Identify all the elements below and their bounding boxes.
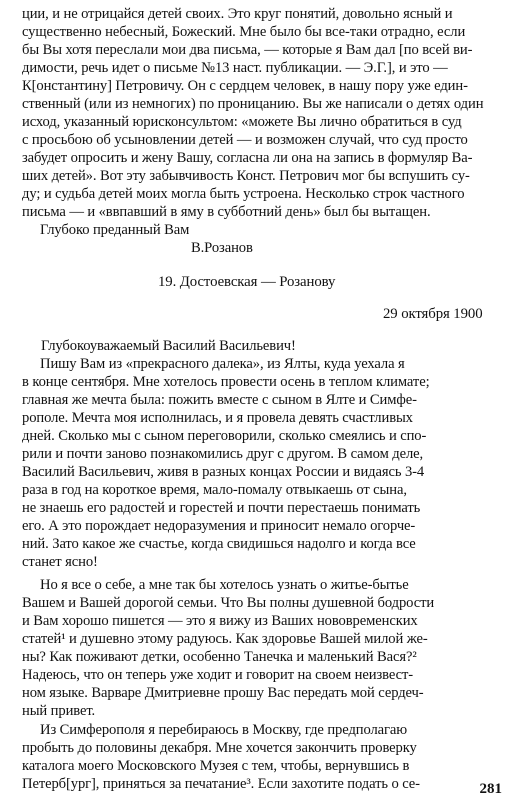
text-line: забудет опросить и жену Вашу, согласна ли она на запись в формуляр Ва- — [22, 150, 473, 166]
text-line: ственный (или из немногих) по проницанию. Вы же написали о детях один — [22, 96, 484, 112]
page-number: 281 — [479, 781, 502, 797]
text-line: пробыть до половины декабря. Мне хочется закончить проверку — [22, 740, 417, 756]
text-line: ших детей». Вот эту забывчивость Конст. Петрович мог бы вспушить су- — [22, 168, 470, 184]
text-line: с просьбою об усыновлении детей — и возможен случай, что суд просто — [22, 132, 468, 148]
text-line: Петерб[ург], приняться за печатание³. Если захотите подать о се- — [22, 776, 420, 792]
text-line: ний. Зато какое же счастье, когда свидишься надолго и когда все — [22, 536, 416, 552]
text-line: ный привет. — [22, 703, 96, 719]
text-line: Пишу Вам из «прекрасного далека», из Ялты, куда уехала я — [40, 356, 405, 372]
text-line: в конце сентября. Мне хотелось провести осень в теплом климате; — [22, 374, 430, 390]
text-line: ции, и не отрицайся детей своих. Это круг понятий, довольно ясный и — [22, 6, 453, 22]
text-line: существенно небесный, Божеский. Мне было бы все-таки отрадно, если — [22, 24, 466, 40]
text-line: рополе. Мечта моя исполнилась, и я провела девять счастливых — [22, 410, 413, 426]
text-line: станет ясно! — [22, 554, 98, 570]
text-line: рили и почти заново познакомились друг с другом. В самом деле, — [22, 446, 424, 462]
text-line: ны? Как поживают детки, особенно Танечка и маленький Вася?² — [22, 649, 417, 665]
text-line: ду; и судьба детей моих могла быть устроена. Несколько строк частного — [22, 186, 465, 202]
text-line: не знаешь его радостей и горестей и почти перестаешь понимать — [22, 500, 421, 516]
text-line: К[онстантину] Петровичу. Он с сердцем человек, в нашу пору уже един- — [22, 78, 468, 94]
text-line: статей¹ и душевно этому радуюсь. Как здоровье Вашей милой же- — [22, 631, 428, 647]
text-line: его. А это порождает недоразумения и приносит немало огорче- — [22, 518, 416, 534]
letter-greeting: Глубокоуважаемый Василий Васильевич! — [41, 338, 296, 354]
text-line: Но я все о себе, а мне так бы хотелось узнать о житье-бытье — [40, 577, 409, 593]
letter-date: 29 октября 1900 — [383, 306, 483, 322]
letter-closing: Глубоко преданный Вам — [40, 222, 190, 238]
text-line: Василий Васильевич, живя в разных концах России и видаясь 3-4 — [22, 464, 425, 480]
text-line: димости, речь идет о письме №13 наст. публикации. — Э.Г.], и это — — [22, 60, 448, 76]
text-line: Надеюсь, что он теперь уже ходит и говорит на своем неизвест- — [22, 667, 413, 683]
text-line: исход, указанный юрисконсультом: «можете Вы лично обратиться в суд — [22, 114, 462, 130]
text-line: ном языке. Варваре Дмитриевне прошу Вас передать мой сердеч- — [22, 685, 424, 701]
text-line: и Вам хорошо пишется — это я вижу из Ваших нововременских — [22, 613, 418, 629]
text-line: главная же мечта была: пожить вместе с сыном в Ялте и Симфе- — [22, 392, 417, 408]
text-line: письма — и «ввпавший в яму в субботний день» был бы вытащен. — [22, 204, 431, 220]
text-line: раза в год на короткое время, мало-помалу отвыкаешь от сына, — [22, 482, 407, 498]
text-line: каталога моего Московского Музея с тем, чтобы, вернувшись в — [22, 758, 410, 774]
letter-signature: В.Розанов — [191, 240, 253, 256]
text-line: дней. Сколько мы с сыном переговорили, сколько смеялись и спо- — [22, 428, 427, 444]
text-line: Вашем и Вашей дорогой семьи. Что Вы полны душевной бодрости — [22, 595, 435, 611]
text-line: бы Вы хотя переслали мои два письма, — которые я Вам дал [по всей ви- — [22, 42, 473, 58]
text-line: Из Симферополя я перебираюсь в Москву, где предполагаю — [40, 722, 408, 738]
section-title: 19. Достоевская — Розанову — [158, 274, 336, 290]
